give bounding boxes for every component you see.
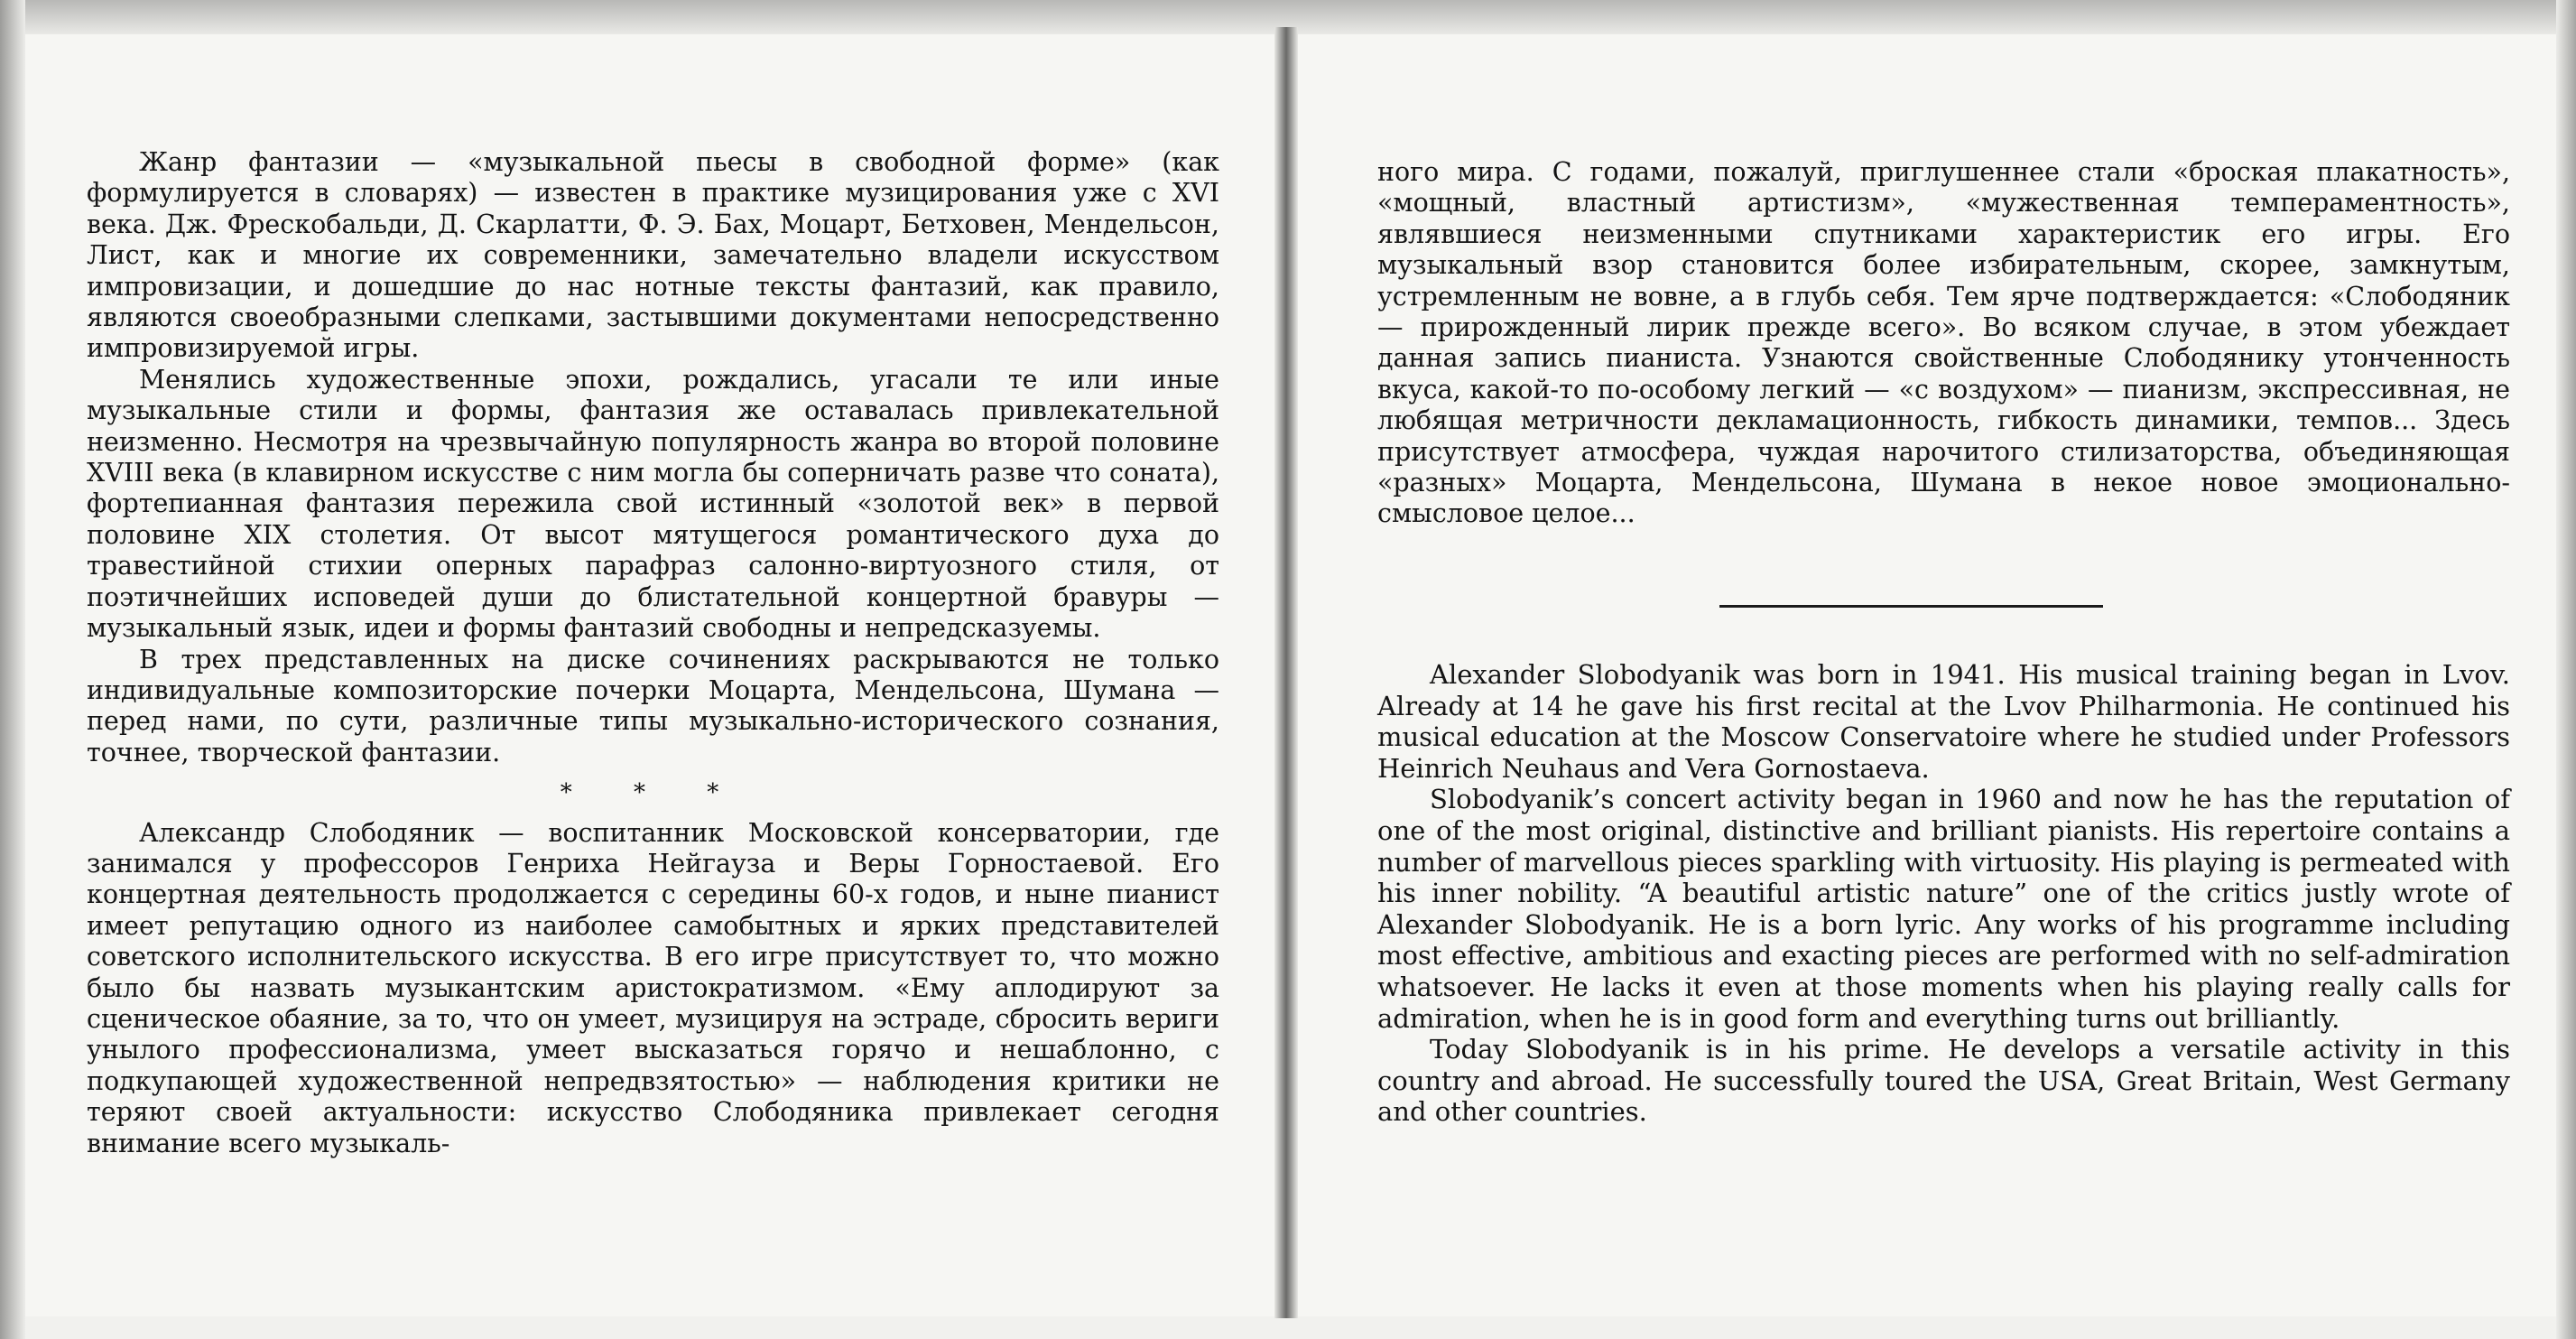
paragraph-en-biography: Alexander Slobodyanik was born in 1941. His musical training began in Lvov. Already at 14 he gave his first recital at the Lvov Philharmonia. He continued his musical education at the Moscow Conservatoire where he studied under Professors Heinrich Neuhaus and Vera Gornostaeva. [1377,659,2510,784]
english-text [1377,659,2510,1128]
paragraph-artistic-epochs: Менялись художественные эпохи, рождались, угасали те или иные музыкальные стили и формы, фантазия же оставалась привлекательной неизменно. Несмотря на чрезвычайную популярность жанра во второй половине XVIII века (в клавирном искусстве с ним могла бы соперничать разве что соната), фортепианная фантазия пережила свой истинный «золотой век» в первой половине XIX столетия. От высот мятущегося романтического духа до травестийной стихии оперных парафраз салонно-виртуозного стиля, от поэтичнейших исповедей души до блистательной концертной бравуры — музыкальный язык, идеи и формы фантазий свободны и непредсказуемы. [87,364,1219,644]
left-page-text [87,147,1219,1159]
booklet-spine [1274,27,1298,1318]
paragraph-slobodyanik-bio-ru: Александр Слободяник — воспитанник Московской консерватории, где занимался у профессоров Генриха Нейгауза и Веры Горностаевой. Его концертная деятельность продолжается с середины 60-х годов, и ныне пианист имеет репутацию одного из наиболее самобытных и ярких представителей советского исполнительского искусства. В его игре присутствует то, что можно было бы назвать музыкантским аристократизмом. «Ему аплодируют за сценическое обаяние, за то, что он умеет, музицируя на эстраде, сбросить вериги унылого профессионализма, умеет высказаться горячо и нешаблонно, с подкупающей художественной непредвзятостью» — наблюдения критики не теряют своей актуальности: искусство Слободяника привлекает сегодня внимание всего музыкаль- [87,817,1219,1158]
right-page [1298,34,2556,1316]
scan-edge-right [2556,0,2576,1339]
paragraph-en-concert-activity: Slobodyanik’s concert activity began in 1960 and now he has the reputation of one of the most original, distinctive and brilliant pianists. His repertoire contains a number of marvellous pieces sparkling with virtuosity. His playing is permeated with his inner nobility. “A beautiful artistic nature” one of the critics justly wrote of Alexander Slobodyanik. He is a born lyric. Any works of his programme including most effective, ambitious and exacting pieces are performed with no self-admiration whatsoever. He lacks it even at those moments when his playing really calls for admiration, when he is in good form and everything turns out brilliantly. [1377,784,2510,1034]
scan-edge-left [0,0,25,1339]
section-separator: * * * [560,779,746,807]
left-page [25,34,1274,1316]
paragraph-russian-continuation: ного мира. С годами, пожалуй, приглушеннее стали «броская плакатность», «мощный, властный артистизм», «мужественная темпераментность», являвшиеся неизменными спутниками характеристик его игры. Его музыкальный взор становится более избирательным, скорее, замкнутым, устремленным не вовне, а в глубь себя. Тем ярче подтверждается: «Слободяник — прирожденный лирик прежде всего». Во всяком случае, в этом убеждает данная запись пианиста. Узнаются свойственные Слободянику утонченность вкуса, какой-то по-особому легкий — «с воздухом» — пианизм, экспрессивная, не любящая метричности декламационность, гибкость динамики, темпов... Здесь присутствует атмосфера, чуждая нарочитого стилизаторства, объединяющая «разных» Моцарта, Мендельсона, Шумана в некое новое эмоционально-смысловое целое... [1377,157,2510,529]
paragraph-genre-fantasy: Жанр фантазии — «музыкальной пьесы в свободной форме» (как формулируется в словарях) — известен в практике музицирования уже с XVI века. Дж. Фрескобальди, Д. Скарлатти, Ф. Э. Бах, Моцарт, Бетховен, Мендельсон, Лист, как и многие их современники, замечательно владели искусством импровизации, и дошедшие до нас нотные тексты фантазий, как правило, являются своеобразными слепками, застывшими документами непосредственно импровизируемой игры. [87,147,1219,364]
paragraph-en-today: Today Slobodyanik is in his prime. He develops a versatile activity in this country and abroad. He successfully toured the USA, Great Britain, West Germany and other countries. [1377,1034,2510,1128]
language-divider [1719,605,2103,608]
russian-continuation-text [1377,157,2510,530]
paragraph-three-works: В трех представленных на диске сочинениях раскрываются не только индивидуальные композиторские почерки Моцарта, Мендельсона, Шумана — перед нами, по сути, различные типы музыкально-исторического сознания, точнее, творческой фантазии. [87,644,1219,767]
